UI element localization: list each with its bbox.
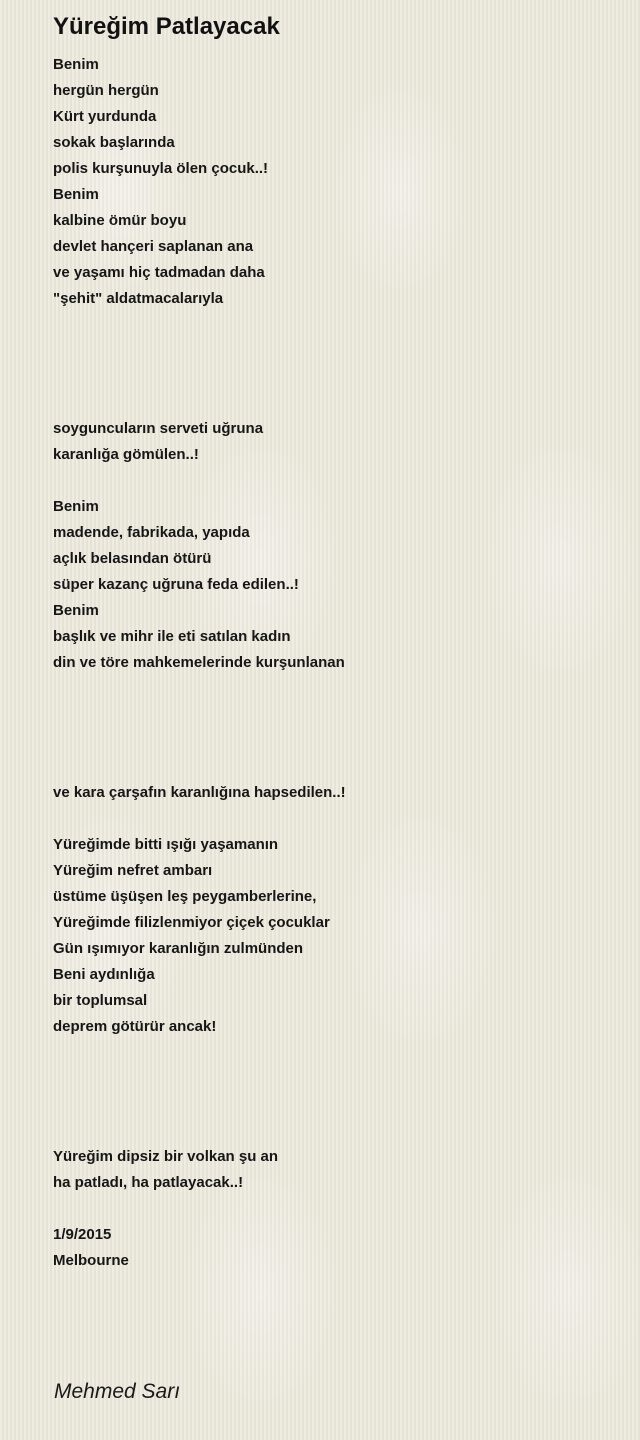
poem-line: süper kazanç uğruna feda edilen..! <box>53 576 299 593</box>
poem-blank-line <box>53 1196 613 1222</box>
poem-body <box>53 52 613 1274</box>
poem-title: Yüreğim Patlayacak <box>53 13 280 40</box>
poem-blank-line <box>53 754 613 780</box>
poem-line: hergün hergün <box>53 82 159 99</box>
poem-line: Gün ışımıyor karanlığın zulmünden <box>53 940 304 957</box>
poem-line: bir toplumsal <box>53 992 148 1009</box>
poem-line: Benim <box>53 602 99 619</box>
poem-blank-line <box>53 1092 613 1118</box>
poem-blank-line <box>53 468 613 494</box>
poem-author: Mehmed Sarı <box>54 1380 181 1403</box>
poem-blank-line <box>53 364 613 390</box>
poem-blank-line <box>53 312 613 338</box>
poem-line: Yüreğimde filizlenmiyor çiçek çocuklar <box>53 914 330 931</box>
poem-line: Yüreğim nefret ambarı <box>53 862 213 879</box>
poem-line: "şehit" aldatmacalarıyla <box>53 290 224 307</box>
poem-line: üstüme üşüşen leş peygamberlerine, <box>53 888 317 905</box>
poem-line: Benim <box>53 56 99 73</box>
poem-line: Yüreğimde bitti ışığı yaşamanın <box>53 836 279 853</box>
poem-blank-line <box>53 390 613 416</box>
poem-blank-line <box>53 1066 613 1092</box>
poem-blank-line <box>53 806 613 832</box>
poem-line: devlet hançeri saplanan ana <box>53 238 254 255</box>
poem-line: Beni aydınlığa <box>53 966 155 983</box>
poem-line: ve yaşamı hiç tadmadan daha <box>53 264 265 281</box>
poem-line: Yüreğim dipsiz bir volkan şu an <box>53 1148 279 1165</box>
poem-line: soyguncuların serveti uğruna <box>53 420 264 437</box>
poem-blank-line <box>53 676 613 702</box>
poem-line: madende, fabrikada, yapıda <box>53 524 250 541</box>
poem-line: ve kara çarşafın karanlığına hapsedilen..! <box>53 784 346 801</box>
poem-blank-line <box>53 702 613 728</box>
poem-blank-line <box>53 1040 613 1066</box>
poem-line: açlık belasından ötürü <box>53 550 212 567</box>
poem-line: başlık ve mihr ile eti satılan kadın <box>53 628 291 645</box>
poem-blank-line <box>53 338 613 364</box>
poem-line: karanlığa gömülen..! <box>53 446 199 463</box>
poem-line: Kürt yurdunda <box>53 108 157 125</box>
poem-line: 1/9/2015 <box>53 1226 112 1243</box>
poem-line: kalbine ömür boyu <box>53 212 187 229</box>
poem-blank-line <box>53 728 613 754</box>
poem-line: deprem götürür ancak! <box>53 1018 217 1035</box>
poem-line: Benim <box>53 186 99 203</box>
poem-line: Melbourne <box>53 1252 129 1269</box>
poem-blank-line <box>53 1118 613 1144</box>
poem-line: din ve töre mahkemelerinde kurşunlanan <box>53 654 345 671</box>
poem-line: Benim <box>53 498 99 515</box>
poem-line: polis kurşunuyla ölen çocuk..! <box>53 160 269 177</box>
poem-line: sokak başlarında <box>53 134 175 151</box>
poem-line: ha patladı, ha patlayacak..! <box>53 1174 244 1191</box>
